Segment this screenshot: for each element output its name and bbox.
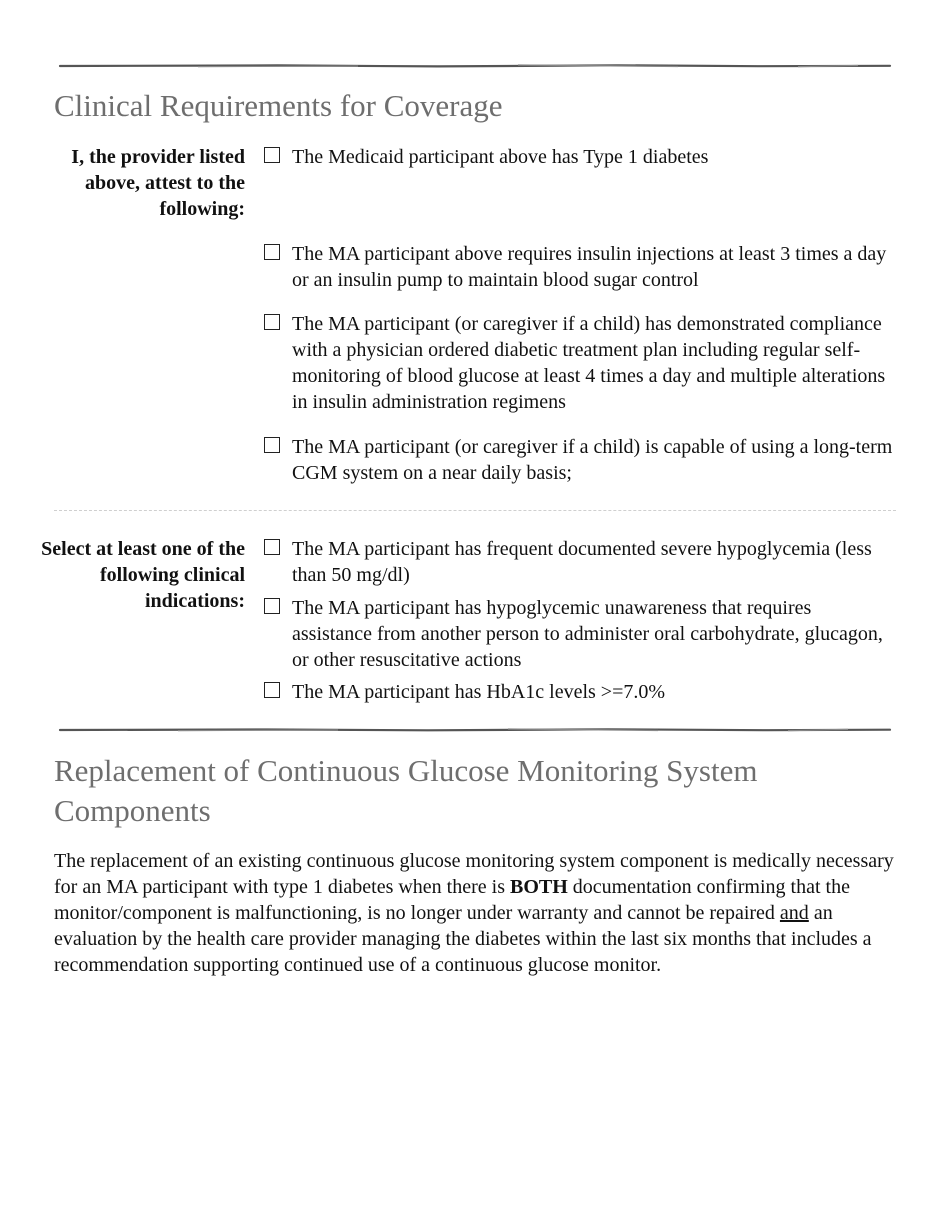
checklist-item-text: The Medicaid participant above has Type 1 diabetes: [292, 146, 709, 168]
checkbox[interactable]: [264, 539, 280, 555]
dashed-divider: [54, 510, 896, 511]
body-paragraph: [54, 848, 894, 978]
paragraph-text: documentation confirming that the monitor/component is malfunctioning, is no longer under warranty and cannot be repaired: [54, 876, 850, 924]
page-title: Clinical Requirements for Coverage: [54, 88, 503, 123]
checkbox[interactable]: [264, 147, 280, 163]
checklist-item-text: The MA participant has hypoglycemic unawareness that requires assistance from another person to administer oral carbohydrate, glucagon, or other resuscitative actions: [292, 597, 883, 671]
checklist-item-text: The MA participant above requires insulin injections at least 3 times a day or an insulin pump to maintain blood sugar control: [292, 243, 887, 291]
checkbox[interactable]: [264, 682, 280, 698]
checklist-item-text: The MA participant (or caregiver if a child) has demonstrated compliance with a physician ordered diabetic treatment plan including regular self-monitoring of blood glucose at least 4 times a day and multiple alterations in insulin administration regimens: [292, 313, 886, 413]
checklist-item-text: The MA participant (or caregiver if a child) is capable of using a long-term CGM system on a near daily basis;: [292, 436, 893, 484]
checkbox[interactable]: [264, 437, 280, 453]
section-divider: [58, 727, 892, 733]
paragraph-text: The replacement of an existing continuous glucose monitoring system component is medically necessary for an MA participant with type 1 diabetes when there is: [54, 850, 894, 898]
checkbox[interactable]: [264, 314, 280, 330]
underlined-text: and: [779, 902, 809, 924]
section-divider-top: [58, 63, 892, 69]
emphasis-text: BOTH: [510, 876, 568, 898]
section-title: Replacement of Continuous Glucose Monitoring System Components: [54, 753, 758, 828]
checklist-item-text: The MA participant has frequent documented severe hypoglycemia (less than 50 mg/dl): [292, 538, 872, 586]
checkbox[interactable]: [264, 598, 280, 614]
indications-label: Select at least one of the following clinical indications:: [41, 538, 245, 612]
paragraph-text: an evaluation by the health care provider managing the diabetes within the last six months that includes a recommendation supporting continued use of a continuous glucose monitor.: [54, 902, 872, 976]
attest-label: I, the provider listed above, attest to the following:: [71, 146, 245, 220]
checklist-item-text: The MA participant has HbA1c levels >=7.0%: [292, 681, 666, 703]
checkbox[interactable]: [264, 244, 280, 260]
